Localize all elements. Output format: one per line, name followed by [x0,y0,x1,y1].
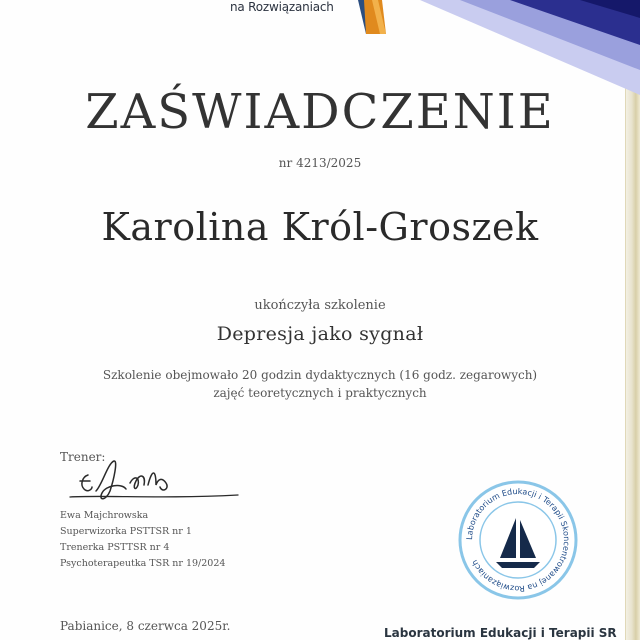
trainer-role: Superwizorka PSTTSR nr 1 [60,526,192,537]
signature-image [62,455,242,507]
certificate-title: ZAŚWIADCZENIE [85,84,555,140]
laboratory-name: Laboratorium Edukacji i Terapii SR [384,626,617,640]
recipient-name: Karolina Król-Groszek [101,205,539,249]
course-name: Depresja jako sygnał [216,323,424,345]
description-line: Szkolenie obejmowało 20 godzin dydaktycznych (16 godz. zegarowych) [102,368,538,382]
trainer-role: Trenerka PSTTSR nr 4 [60,542,170,553]
certificate-number: nr 4213/2025 [278,156,362,170]
stamp-circle-text: Laboratorium Edukacji i Terapii Skoncentrowanej na Rozwiązaniach [464,486,572,594]
decorative-border [625,60,640,640]
description-line: zajęć teoretycznych i praktycznych [213,386,427,400]
sail-logo-icon [342,0,390,34]
organization-stamp [456,478,580,602]
completion-text: ukończyła szkolenie [254,298,386,313]
trainer-role: Psychoterapeutka TSR nr 19/2024 [60,558,226,569]
trainer-name: Ewa Majchrowska [60,510,149,521]
place-and-date: Pabianice, 8 czerwca 2025r. [60,619,231,633]
logo-text: na Rozwiązaniach [230,0,334,14]
trainer-label: Trener: [60,450,106,464]
course-description [60,366,580,402]
trainer-info [60,508,225,572]
organization-logo [230,0,390,34]
